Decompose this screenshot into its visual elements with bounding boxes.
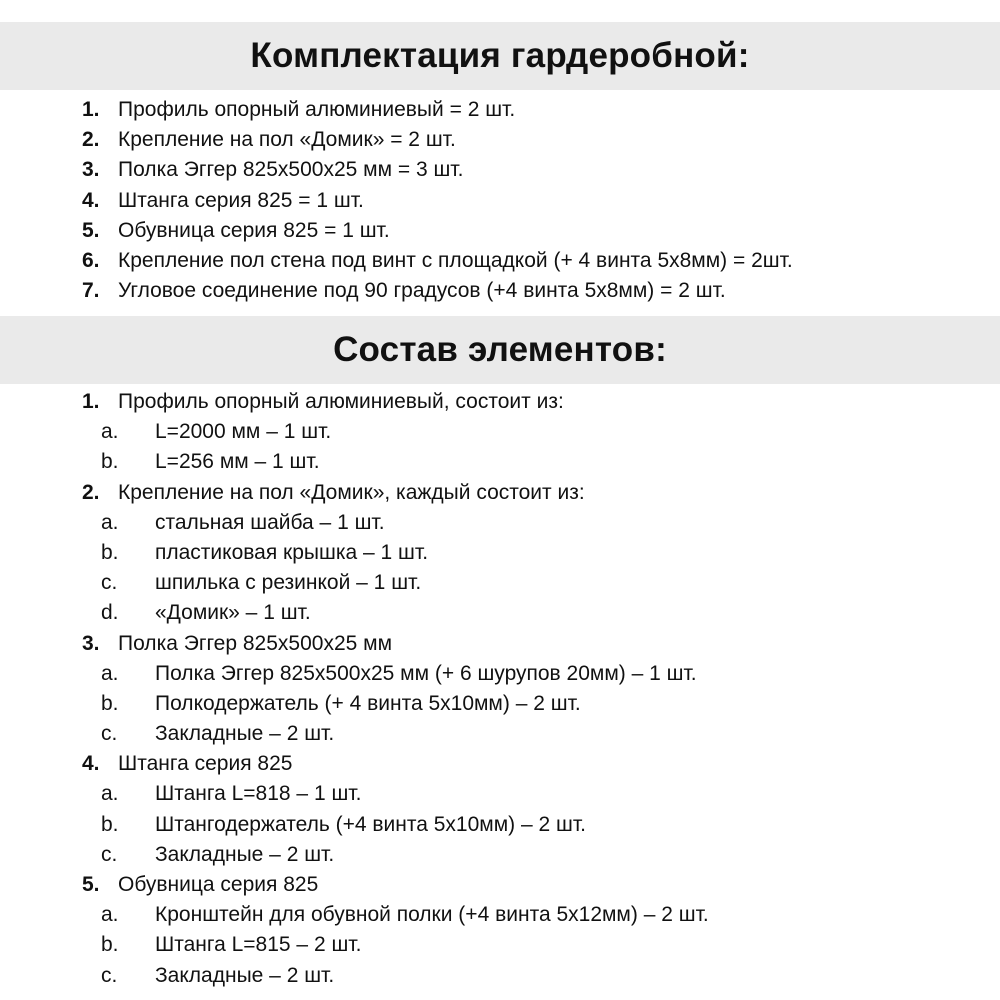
item-number: 4. <box>82 752 100 776</box>
sub-item-letter: a. <box>101 420 119 444</box>
sub-list-item <box>0 538 1000 568</box>
sub-item-text: Полкодержатель (+ 4 винта 5х10мм) – 2 шт. <box>155 691 581 715</box>
sub-item-text: Закладные – 2 шт. <box>155 963 335 987</box>
sub-item-text: L=2000 мм – 1 шт. <box>155 420 332 444</box>
sub-list-item <box>0 508 1000 538</box>
item-number: 1. <box>82 98 100 121</box>
sub-list-item <box>0 779 1000 809</box>
sub-list-item <box>0 810 1000 840</box>
item-text: Штанга серия 825 <box>118 752 293 776</box>
item-number: 3. <box>82 158 100 182</box>
list-item <box>0 95 1000 125</box>
sub-list-item <box>0 900 1000 930</box>
sub-list-item <box>0 689 1000 719</box>
item-number: 7. <box>82 279 100 303</box>
sub-item-letter: a. <box>101 510 119 534</box>
item-text: Полка Эггер 825х500х25 мм <box>118 631 393 655</box>
list-item <box>0 155 1000 185</box>
list-item <box>0 749 1000 779</box>
item-text: Обувница серия 825 <box>118 873 319 896</box>
section-title-kit: Комплектация гардеробной: <box>0 22 1000 90</box>
sub-item-letter: c. <box>101 722 118 746</box>
sub-item-letter: c. <box>101 963 118 987</box>
sub-item-letter: b. <box>101 450 119 474</box>
sub-list-item <box>0 719 1000 749</box>
sub-item-text: стальная шайба – 1 шт. <box>155 510 385 534</box>
item-text: Штанга серия 825 = 1 шт. <box>118 188 364 212</box>
list-item <box>0 246 1000 276</box>
sub-item-text: пластиковая крышка – 1 шт. <box>155 540 429 564</box>
list-item <box>0 186 1000 216</box>
sub-item-text: Кронштейн для обувной полки (+4 винта 5х12мм) – 2 шт. <box>155 903 709 927</box>
sub-item-letter: b. <box>101 933 119 957</box>
sub-item-text: Штанга L=815 – 2 шт. <box>155 933 362 957</box>
sub-item-text: Штангодержатель (+4 винта 5х10мм) – 2 шт. <box>155 812 586 836</box>
sub-item-letter: a. <box>101 782 119 806</box>
item-text: Крепление пол стена под винт с площадкой (+ 4 винта 5х8мм) = 2шт. <box>118 248 793 272</box>
list-item <box>0 276 1000 306</box>
item-number: 2. <box>82 128 100 152</box>
item-number: 5. <box>82 218 100 242</box>
item-number: 4. <box>82 188 100 212</box>
list-item <box>0 216 1000 246</box>
item-text: Крепление на пол «Домик», каждый состоит из: <box>118 480 585 504</box>
sub-list-item <box>0 417 1000 447</box>
list-item <box>0 629 1000 659</box>
item-number: 3. <box>82 631 100 655</box>
sub-list-item <box>0 961 1000 991</box>
sub-item-letter: c. <box>101 842 118 866</box>
sub-item-text: «Домик» – 1 шт. <box>155 601 311 625</box>
list-item <box>0 387 1000 417</box>
item-text: Полка Эггер 825х500х25 мм = 3 шт. <box>118 158 464 182</box>
list-item <box>0 125 1000 155</box>
sub-list-item <box>0 659 1000 689</box>
section-title-composition: Состав элементов: <box>0 316 1000 384</box>
list-item <box>0 870 1000 900</box>
sub-item-text: шпилька с резинкой – 1 шт. <box>155 571 422 595</box>
item-text: Профиль опорный алюминиевый, состоит из: <box>118 390 564 413</box>
kit-list <box>0 95 1000 306</box>
sub-item-text: Закладные – 2 шт. <box>155 842 335 866</box>
sub-item-letter: b. <box>101 540 119 564</box>
sub-item-letter: a. <box>101 661 119 685</box>
sub-item-letter: b. <box>101 691 119 715</box>
sub-list-item <box>0 840 1000 870</box>
sub-list-item <box>0 447 1000 477</box>
sub-item-text: Закладные – 2 шт. <box>155 722 335 746</box>
sub-list-item <box>0 568 1000 598</box>
sub-list-item <box>0 598 1000 628</box>
item-text: Профиль опорный алюминиевый = 2 шт. <box>118 98 516 121</box>
sub-item-text: Штанга L=818 – 1 шт. <box>155 782 362 806</box>
sub-item-letter: d. <box>101 601 119 625</box>
sub-item-text: L=256 мм – 1 шт. <box>155 450 320 474</box>
item-text: Угловое соединение под 90 градусов (+4 винта 5х8мм) = 2 шт. <box>118 279 726 303</box>
list-item <box>0 478 1000 508</box>
sub-item-letter: a. <box>101 903 119 927</box>
item-text: Крепление на пол «Домик» = 2 шт. <box>118 128 456 152</box>
sub-item-text: Полка Эггер 825х500х25 мм (+ 6 шурупов 20мм) – 1 шт. <box>155 661 697 685</box>
item-number: 6. <box>82 248 100 272</box>
item-number: 1. <box>82 390 100 413</box>
item-number: 2. <box>82 480 100 504</box>
item-number: 5. <box>82 873 100 896</box>
sub-list-item <box>0 930 1000 960</box>
sub-item-letter: c. <box>101 571 118 595</box>
composition-list <box>0 387 1000 991</box>
sub-item-letter: b. <box>101 812 119 836</box>
item-text: Обувница серия 825 = 1 шт. <box>118 218 390 242</box>
